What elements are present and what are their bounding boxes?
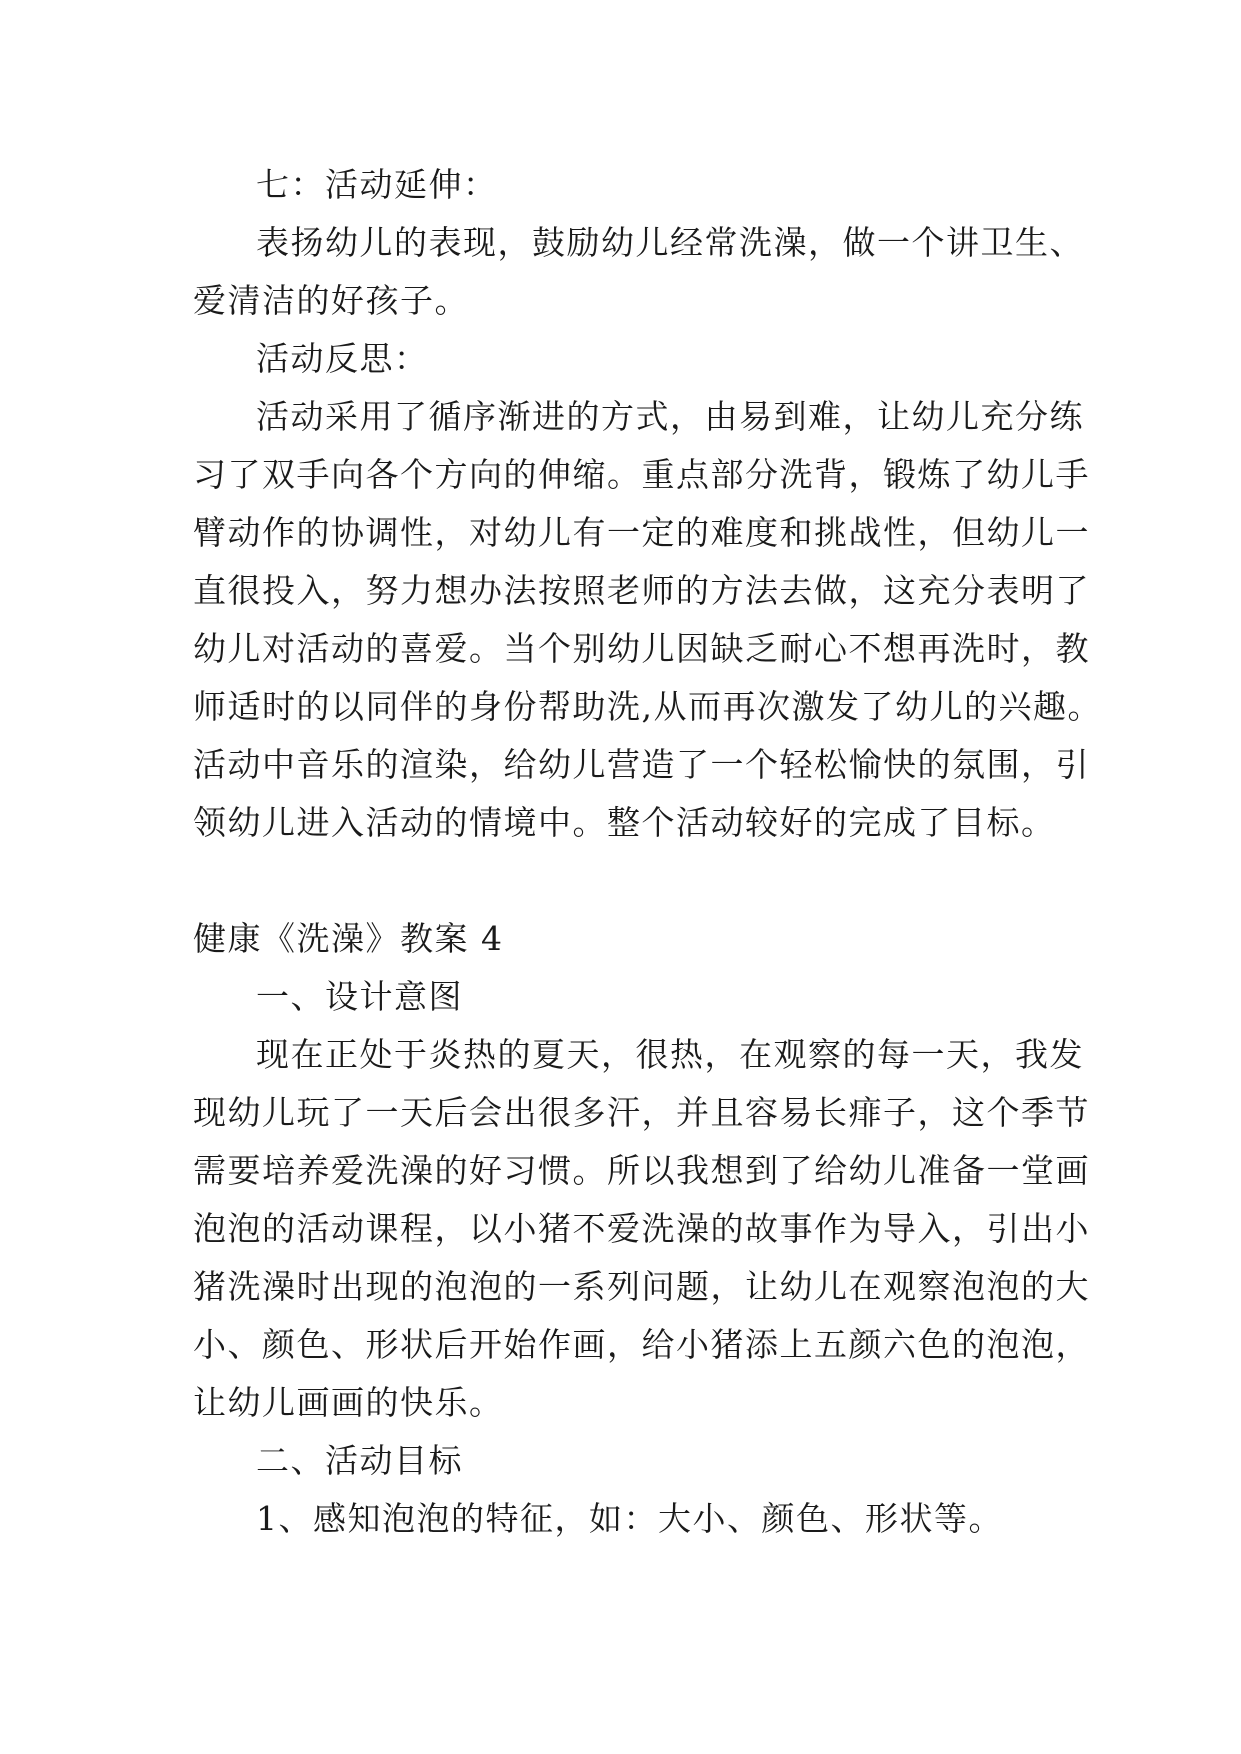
paragraph-line: 泡泡的活动课程，以小猪不爱洗澡的故事作为导入，引出小 — [193, 1209, 1090, 1248]
paragraph-line: 让幼儿画画的快乐。 — [193, 1383, 504, 1422]
section-heading-extension: 七：活动延伸： — [256, 165, 498, 204]
paragraph-line: 需要培养爱洗澡的好习惯。所以我想到了给幼儿准备一堂画 — [193, 1151, 1090, 1190]
paragraph-line: 幼儿对活动的喜爱。当个别幼儿因缺乏耐心不想再洗时，教 — [193, 629, 1090, 668]
paragraph-line: 表扬幼儿的表现，鼓励幼儿经常洗澡，做一个讲卫生、 — [256, 223, 1084, 262]
paragraph-line: 直很投入，努力想办法按照老师的方法去做，这充分表明了 — [193, 571, 1090, 610]
section-heading-reflection: 活动反思： — [256, 339, 429, 378]
paragraph-line: 习了双手向各个方向的伸缩。重点部分洗背，锻炼了幼儿手 — [193, 455, 1090, 494]
paragraph-line: 爱清洁的好孩子。 — [193, 281, 469, 320]
paragraph-line: 猪洗澡时出现的泡泡的一系列问题，让幼儿在观察泡泡的大 — [193, 1267, 1090, 1306]
document-title: 健康《洗澡》教案 4 — [193, 919, 504, 958]
paragraph-line: 小、颜色、形状后开始作画，给小猪添上五颜六色的泡泡， — [193, 1325, 1090, 1364]
paragraph-line: 现在正处于炎热的夏天，很热，在观察的每一天，我发 — [256, 1035, 1084, 1074]
paragraph-line: 领幼儿进入活动的情境中。整个活动较好的完成了目标。 — [193, 803, 1056, 842]
goal-item: 1、感知泡泡的特征，如：大小、颜色、形状等。 — [256, 1499, 1003, 1538]
paragraph-line: 活动中音乐的渲染，给幼儿营造了一个轻松愉快的氛围，引 — [193, 745, 1090, 784]
paragraph-line: 师适时的以同伴的身份帮助洗,从而再次激发了幼儿的兴趣。 — [193, 687, 1102, 726]
paragraph-line: 现幼儿玩了一天后会出很多汗，并且容易长痱子，这个季节 — [193, 1093, 1090, 1132]
section-heading-design: 一、设计意图 — [256, 977, 463, 1016]
section-heading-goals: 二、活动目标 — [256, 1441, 463, 1480]
paragraph-line: 活动采用了循序渐进的方式，由易到难，让幼儿充分练 — [256, 397, 1084, 436]
paragraph-line: 臂动作的协调性，对幼儿有一定的难度和挑战性，但幼儿一 — [193, 513, 1090, 552]
